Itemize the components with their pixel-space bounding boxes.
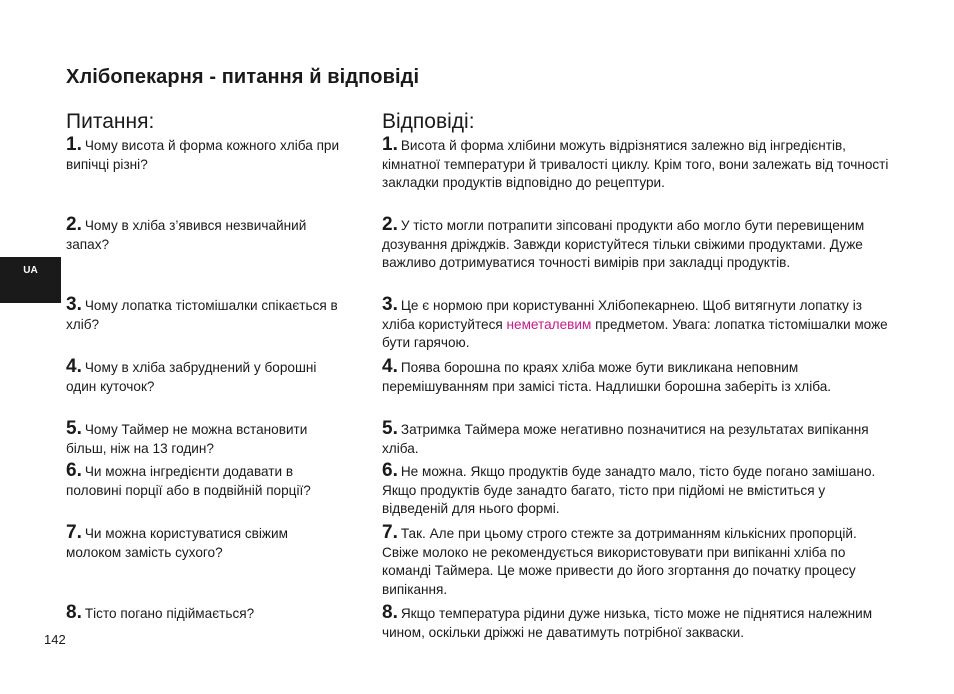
question-8 <box>66 604 341 624</box>
answer-number: 1. <box>382 134 398 155</box>
question-1 <box>66 136 341 174</box>
question-2 <box>66 216 341 254</box>
page-title: Хлібопекарня - питання й відповіді <box>66 66 420 88</box>
answer-6 <box>382 462 892 519</box>
questions-header: Питання: <box>66 110 155 133</box>
answer-text-start: Це є нормою при користуванні Хлібопекарнею. Щоб витягнути лопатку із хліба користуйтеся <box>382 298 863 332</box>
question-number: 2. <box>66 214 82 235</box>
answer-2 <box>382 216 892 273</box>
question-number: 7. <box>66 522 82 543</box>
answer-highlight: неметалевим <box>506 316 592 332</box>
language-tab <box>0 257 61 303</box>
answer-number: 8. <box>382 602 398 623</box>
answer-text: Не можна. Якщо продуктів буде занадто мало, тісто буде погано замішано. Якщо продуктів буде занадто багато, тісто при підйомі не вміститься у відведеній для нього формі. <box>382 464 876 516</box>
answer-text: Затримка Таймера може негативно позначитися на результатах випікання хліба. <box>382 422 869 456</box>
page-number: 142 <box>44 632 66 647</box>
answer-3 <box>382 296 892 353</box>
answer-text: Так. Але при цьому строго стежте за дотриманням кількісних пропорцій. Свіже молоко не рекомендується використовувати при випіканні хліба по команді Таймера. Це може привести до його згортання до початку процесу випікання. <box>382 526 857 597</box>
question-number: 8. <box>66 602 82 623</box>
answer-text: Висота й форма хлібини можуть відрізнятися залежно від інгредієнтів, кімнатної температури й тривалості циклу. Крім того, вони залежать від точності закладки продуктів відповідно до рецептури. <box>382 138 889 190</box>
question-number: 6. <box>66 460 82 481</box>
answer-number: 2. <box>382 214 398 235</box>
answer-number: 4. <box>382 356 398 377</box>
answer-number: 7. <box>382 522 398 543</box>
answers-header: Відповіді: <box>382 110 475 133</box>
language-tab-label: UA <box>23 265 38 276</box>
answer-4 <box>382 358 892 396</box>
question-text: Чи можна користуватися свіжим молоком замість сухого? <box>66 526 288 560</box>
answer-8 <box>382 604 892 642</box>
question-text: Чому Таймер не можна встановити більш, ніж на 13 годин? <box>66 422 308 456</box>
answer-number: 3. <box>382 294 398 315</box>
answer-text: Якщо температура рідини дуже низька, тісто може не піднятися належним чином, оскільки дріжжі не даватимуть потрібної закваски. <box>382 606 873 640</box>
question-text: Чи можна інгредієнти додавати в половині порції або в подвійній порції? <box>66 464 311 498</box>
question-6 <box>66 462 341 500</box>
question-number: 3. <box>66 294 82 315</box>
question-4 <box>66 358 341 396</box>
question-number: 1. <box>66 134 82 155</box>
question-number: 5. <box>66 418 82 439</box>
answer-7 <box>382 524 892 599</box>
question-text: Тісто погано підіймається? <box>84 606 255 621</box>
answer-text-end: предметом. Увага: лопатка тістомішалки може бути гарячою. <box>382 316 888 350</box>
question-text: Чому лопатка тістомішалки спікається в хліб? <box>66 298 338 332</box>
answer-number: 5. <box>382 418 398 439</box>
answer-1 <box>382 136 892 193</box>
question-text: Чому висота й форма кожного хліба при випічці різні? <box>66 138 340 172</box>
question-7 <box>66 524 341 562</box>
question-5 <box>66 420 341 458</box>
answer-text: Поява борошна по краях хліба може бути викликана неповним перемішуванням при замісі тіста. Надлишки борошна заберіть із хліба. <box>382 360 832 394</box>
answer-5 <box>382 420 892 458</box>
answer-text: У тісто могли потрапити зіпсовані продукти або могло бути перевищеним дозування дріжджів. Завжди користуйтеся тільки свіжими продуктами. Дуже важливо дотримуватися точності вимірів при закладці продуктів. <box>382 218 865 270</box>
question-text: Чому в хліба з’явився незвичайний запах? <box>66 218 307 252</box>
question-number: 4. <box>66 356 82 377</box>
question-3 <box>66 296 341 334</box>
question-text: Чому в хліба забруднений у борошні один куточок? <box>66 360 317 394</box>
answer-number: 6. <box>382 460 398 481</box>
